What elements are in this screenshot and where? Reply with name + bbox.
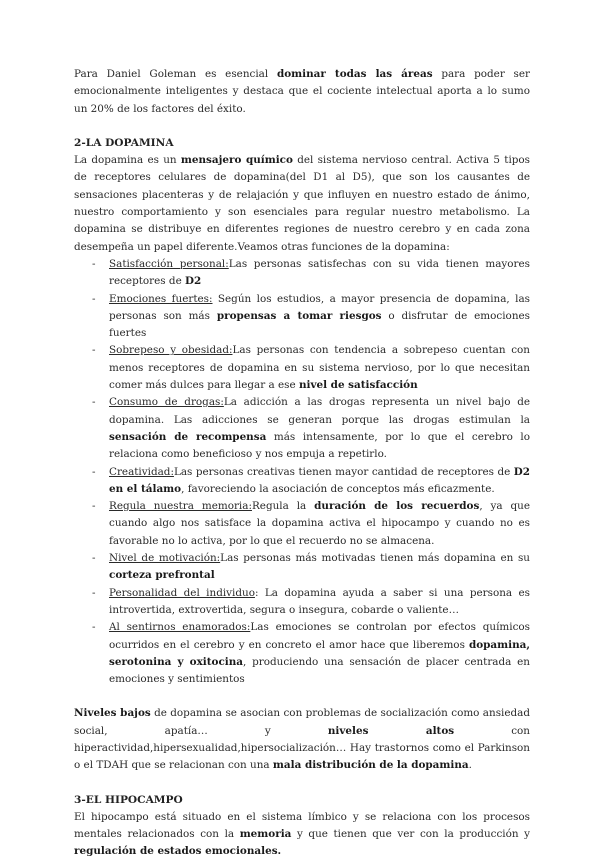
list-item: - Regula nuestra memoria:Regula la duración de los recuerdos, ya que cuando algo nos satisface la dopamina activa el hipocampo y cuando no es favorable no lo activa, por lo que el recuerdo no se almacena. [92, 500, 531, 547]
dopamina-functions-list [74, 256, 530, 688]
dopamina-paragraph: La dopamina es un mensajero químico del sistema nervioso central. Activa 5 tipos de receptores celulares de dopamina(del D1 al D5), que son los causantes de sensaciones placenteras y de relajación y que influyen en nuestro estado de ánimo, nuestro comportamiento y son esenciales para regular nuestro metabolismo. La dopamina se distribuye en diferentes regiones de nuestro cerebro y en cada zona desempeña un papel diferente.Veamos otras funciones de la dopamina: [74, 154, 531, 253]
document-page [74, 66, 530, 861]
list-item: - Al sentirnos enamorados:Las emociones se controlan por efectos químicos ocurridos en el cerebro y en concreto el amor hace que liberemos dopamina, serotonina y oxitocina, produciendo una sensación de placer centrada en emociones y sentimientos [92, 621, 530, 686]
list-item: - Sobrepeso y obesidad:Las personas con tendencia a sobrepeso cuentan con menos receptores de dopamina en su sistema nervioso, por lo que necesitan comer más dulces para llegar a ese nivel de satisfacción [92, 344, 531, 392]
list-item: - Nivel de motivación:Las personas más motivadas tienen más dopamina en su corteza prefrontal [92, 552, 530, 582]
intro-paragraph: Para Daniel Goleman es esencial dominar todas las áreas para poder ser emocionalmente inteligentes y destaca que el cociente intelectual aporta a lo sumo un 20% de los factores del éxito. [74, 68, 530, 115]
niveles-paragraph: Niveles bajos de dopamina se asocian con problemas de socialización como ansiedad social, apatía… y niveles altos con hiperactividad,hipersexualidad,hipersocialización… Hay trastornos como el Parkinson o el TDAH que se relacionan con una mala distribución de la dopamina. [74, 707, 530, 772]
list-item: - Emociones fuertes: Según los estudios, a mayor presencia de dopamina, las personas son más propensas a tomar riesgos o disfrutar de emociones fuertes [92, 292, 530, 340]
list-item: - Creatividad:Las personas creativas tienen mayor cantidad de receptores de D2 en el tálamo, favoreciendo la asociación de conceptos más eficazmente. [92, 465, 530, 495]
list-item: - Personalidad del individuo: La dopamina ayuda a saber si una persona es introvertida, extrovertida, segura o insegura, cobarde o valiente… [92, 586, 530, 616]
bold-phrase: dominar todas las áreas [276, 68, 433, 80]
list-item: - Consumo de drogas:La adicción a las drogas representa un nivel bajo de dopamina. Las adicciones se generan porque las drogas estimulan la sensación de recompensa más intensamente, por lo que el cerebro lo relaciona como beneficioso y nos empuja a repetirlo. [92, 396, 530, 461]
list-item: - Satisfacción personal:Las personas satisfechas con su vida tienen mayores receptores de D2 [92, 257, 530, 288]
section-heading-dopamina: 2-LA DOPAMINA [74, 136, 174, 149]
section-heading-hipocampo: 3-EL HIPOCAMPO [74, 793, 183, 806]
hipocampo-paragraph: El hipocampo está situado en el sistema límbico y se relaciona con los procesos mentales relacionados con la memoria y que tienen que ver con la producción y regulación de estados emocionales. [74, 810, 531, 858]
